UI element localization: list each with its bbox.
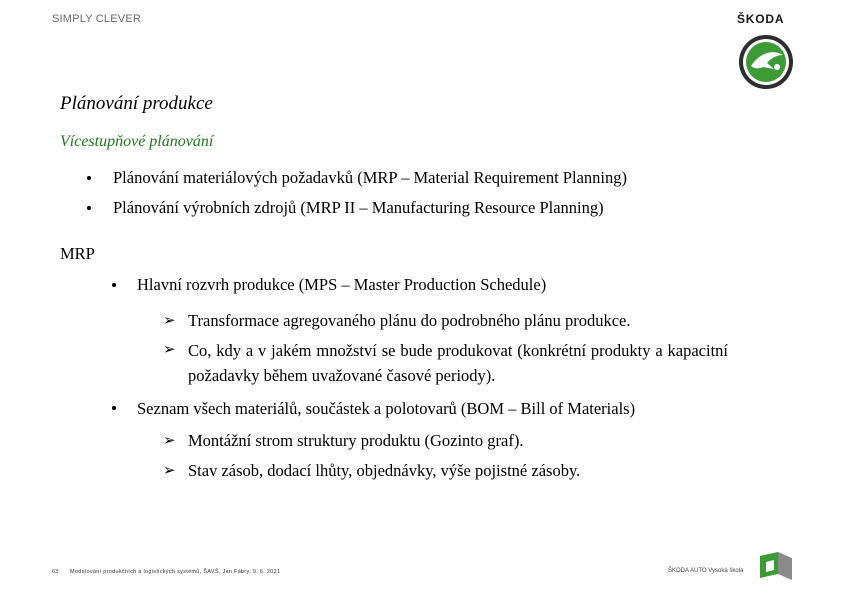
section-label: MRP [60, 244, 95, 263]
arrow-bullet-icon: ➢ [163, 342, 176, 358]
brand-wordmark: ŠKODA [737, 12, 785, 26]
mps-sub-1: Transformace agregovaného plánu do podrobného plánu produkce. [188, 311, 631, 330]
tagline: SIMPLY CLEVER [52, 13, 142, 25]
arrow-bullet-icon: ➢ [163, 313, 176, 329]
mps-sub-2: Co, kdy a v jakém množství se bude produkovat (konkrétní produkty a kapacitní požadavky během uvažované časové periody). [188, 341, 728, 385]
slide-title: Plánování produkce [60, 93, 213, 114]
top-bullet-2: Plánování výrobních zdrojů (MRP II – Manufacturing Resource Planning) [113, 198, 604, 217]
bom-sub-2: Stav zásob, dodací lhůty, objednávky, výše pojistné zásoby. [188, 461, 581, 480]
bullet-dot [87, 206, 91, 210]
slide-subtitle: Vícestupňové plánování [60, 133, 214, 150]
top-bullet-1: Plánování materiálových požadavků (MRP – Material Requirement Planning) [113, 168, 627, 187]
page-number: 63 [52, 569, 59, 575]
bom-bullet: Seznam všech materiálů, součástek a polotovarů (BOM – Bill of Materials) [137, 399, 636, 418]
mps-bullet: Hlavní rozvrh produkce (MPS – Master Production Schedule) [137, 275, 547, 294]
bullet-dot [87, 176, 91, 180]
arrow-bullet-icon: ➢ [163, 463, 176, 479]
bom-sub-1: Montážní strom struktury produktu (Gozinto graf). [188, 431, 524, 450]
bullet-dot [112, 406, 116, 410]
footer-caption: Modelování produkčních a logistických systémů, ŠAVŠ, Jan Fábry, 9. 6. 2021 [70, 569, 281, 575]
arrow-bullet-icon: ➢ [163, 433, 176, 449]
skoda-logo-icon [737, 33, 795, 91]
footer-brand: ŠKODA AUTO Vysoká škola [668, 568, 744, 574]
school-flag-logo-icon [758, 550, 794, 580]
bullet-dot [112, 283, 116, 287]
